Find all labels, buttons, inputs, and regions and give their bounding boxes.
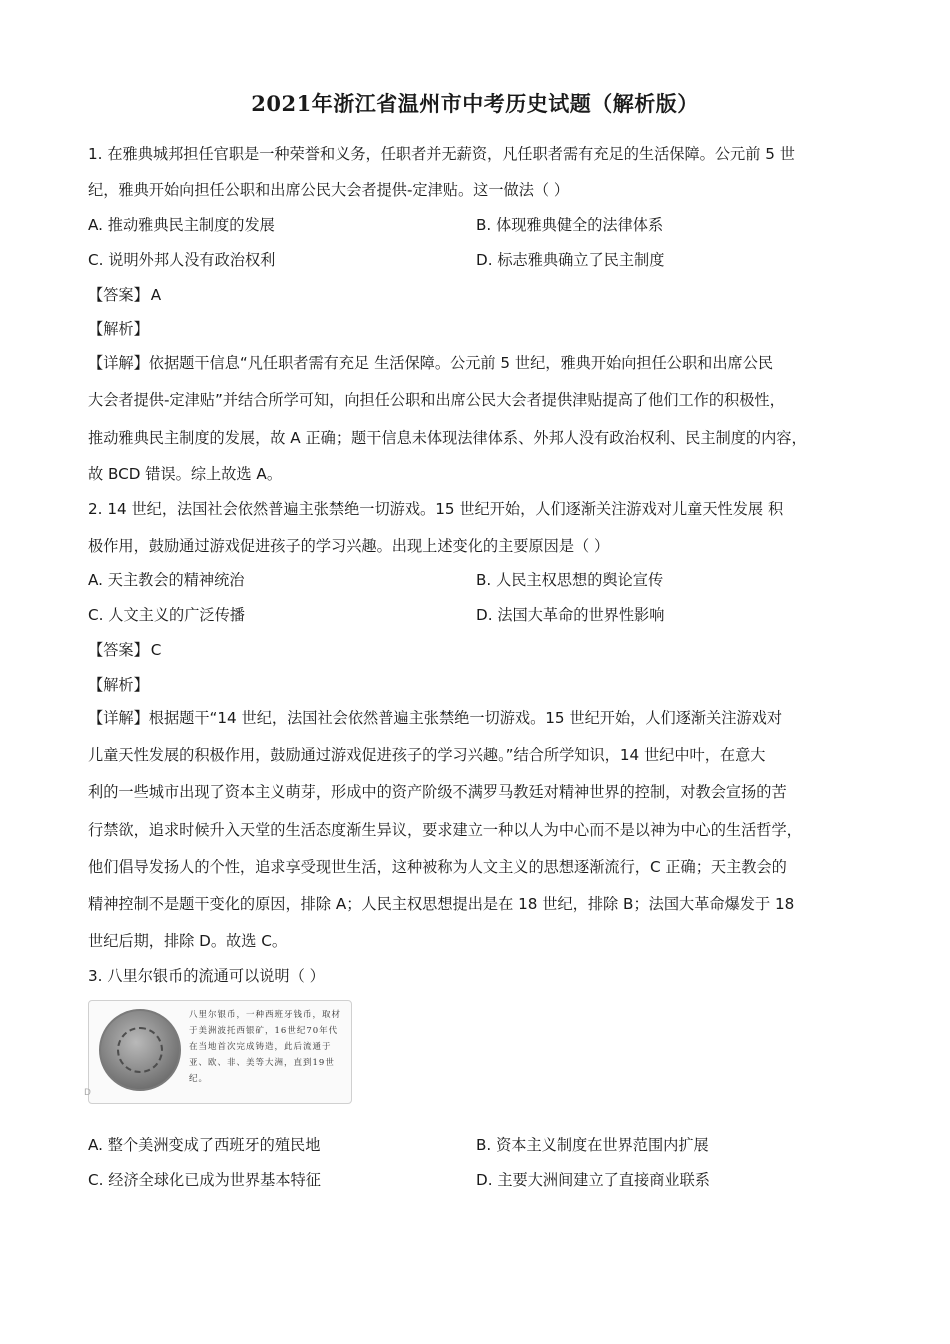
q2-analysis-label: 【解析】 (88, 676, 149, 694)
q2-detail-line-2: 儿童天性发展的积极作用，鼓励通过游戏促进孩子的学习兴趣。”结合所学知识，14 世纪中叶，在意大 (88, 746, 766, 764)
q1-stem-line-1: 1. 在雅典城邦担任官职是一种荣誉和义务，任职者并无薪资，凡任职者需有充足的生活保障。公元前 5 世 (88, 145, 795, 163)
q2-stem-line-2: 极作用，鼓励通过游戏促进孩子的学习兴趣。出现上述变化的主要原因是（ ） (88, 537, 610, 555)
q3-option-d: D. 主要大洲间建立了直接商业联系 (476, 1171, 710, 1189)
q2-detail-line-7: 世纪后期，排除 D。故选 C。 (88, 932, 288, 950)
figure-mark: D (84, 1088, 91, 1098)
silver-coin-image (99, 1009, 181, 1091)
q2-option-c: C. 人文主义的广泛传播 (88, 606, 245, 624)
q3-stem-line-1: 3. 八里尔银币的流通可以说明（ ） (88, 967, 325, 985)
q3-option-a: A. 整个美洲变成了西班牙的殖民地 (88, 1136, 321, 1154)
q2-detail-line-4: 行禁欲，追求时候升入天堂的生活态度渐生异议，要求建立一种以人为中心而不是以神为中心的生活哲学， (88, 821, 802, 839)
q2-answer-label: 【答案】 (88, 641, 149, 659)
q1-detail-line-1: 【详解】依据题干信息“凡任职者需有充足 生活保障。公元前 5 世纪，雅典开始向担任公职和出席公民 (88, 354, 774, 372)
q2-detail-line-1: 【详解】根据题干“14 世纪，法国社会依然普遍主张禁绝一切游戏。15 世纪开始，人们逐渐关注游戏对 (88, 709, 783, 727)
q3-option-b: B. 资本主义制度在世界范围内扩展 (476, 1136, 709, 1154)
q1-option-d: D. 标志雅典确立了民主制度 (476, 251, 665, 269)
q2-answer-value: C (150, 641, 162, 659)
q1-analysis-label: 【解析】 (88, 320, 149, 338)
q2-detail-line-3: 利的一些城市出现了资本主义萌芽，形成中的资产阶级不满罗马教廷对精神世界的控制，对教会宣扬的苦 (88, 783, 787, 801)
q1-answer-value: A (150, 286, 162, 304)
q2-answer (88, 640, 878, 660)
document-title: 2021年浙江省温州市中考历史试题（解析版） (251, 91, 699, 116)
q1-option-c: C. 说明外邦人没有政治权利 (88, 251, 276, 269)
q1-stem-line-2: 纪，雅典开始向担任公职和出席公民大会者提供-定津贴。这一做法（ ） (88, 181, 570, 199)
q2-option-b: B. 人民主权思想的舆论宣传 (476, 571, 664, 589)
q1-option-a: A. 推动雅典民主制度的发展 (88, 216, 275, 234)
q1-answer-label: 【答案】 (88, 286, 149, 304)
q1-answer (88, 285, 878, 305)
q2-option-d: D. 法国大革命的世界性影响 (476, 606, 665, 624)
coin-emblem (117, 1027, 163, 1073)
q1-detail-line-3: 推动雅典民主制度的发展，故 A 正确；题干信息未体现法律体系、外邦人没有政治权利、民主制度的内容， (88, 429, 807, 447)
q2-detail-line-6: 精神控制不是题干变化的原因，排除 A；人民主权思想提出是在 18 世纪，排除 B；法国大革命爆发于 18 (88, 895, 795, 913)
q2-detail-line-5: 他们倡导发扬人的个性，追求享受现世生活，这种被称为人文主义的思想逐渐流行，C 正确；天主教会的 (88, 858, 787, 876)
q1-option-b: B. 体现雅典健全的法律体系 (476, 216, 664, 234)
coin-figure (88, 1000, 352, 1104)
q1-detail-line-4: 故 BCD 错误。综上故选 A。 (88, 465, 283, 483)
q3-option-c: C. 经济全球化已成为世界基本特征 (88, 1171, 321, 1189)
q2-stem-line-1: 2. 14 世纪，法国社会依然普遍主张禁绝一切游戏。15 世纪开始，人们逐渐关注游戏对儿童天性发展 积 (88, 500, 784, 518)
coin-caption: 八里尔银币，一种西班牙钱币，取材于美洲波托西银矿，16世纪70年代在当地首次完成铸造，此后流通于亚、欧、非、美等大洲，直到19世纪。 (189, 1010, 342, 1084)
q1-detail-line-2: 大会者提供-定津贴”并结合所学可知，向担任公职和出席公民大会者提供津贴提高了他们工作的积极性， (88, 391, 785, 409)
q2-option-a: A. 天主教会的精神统治 (88, 571, 245, 589)
